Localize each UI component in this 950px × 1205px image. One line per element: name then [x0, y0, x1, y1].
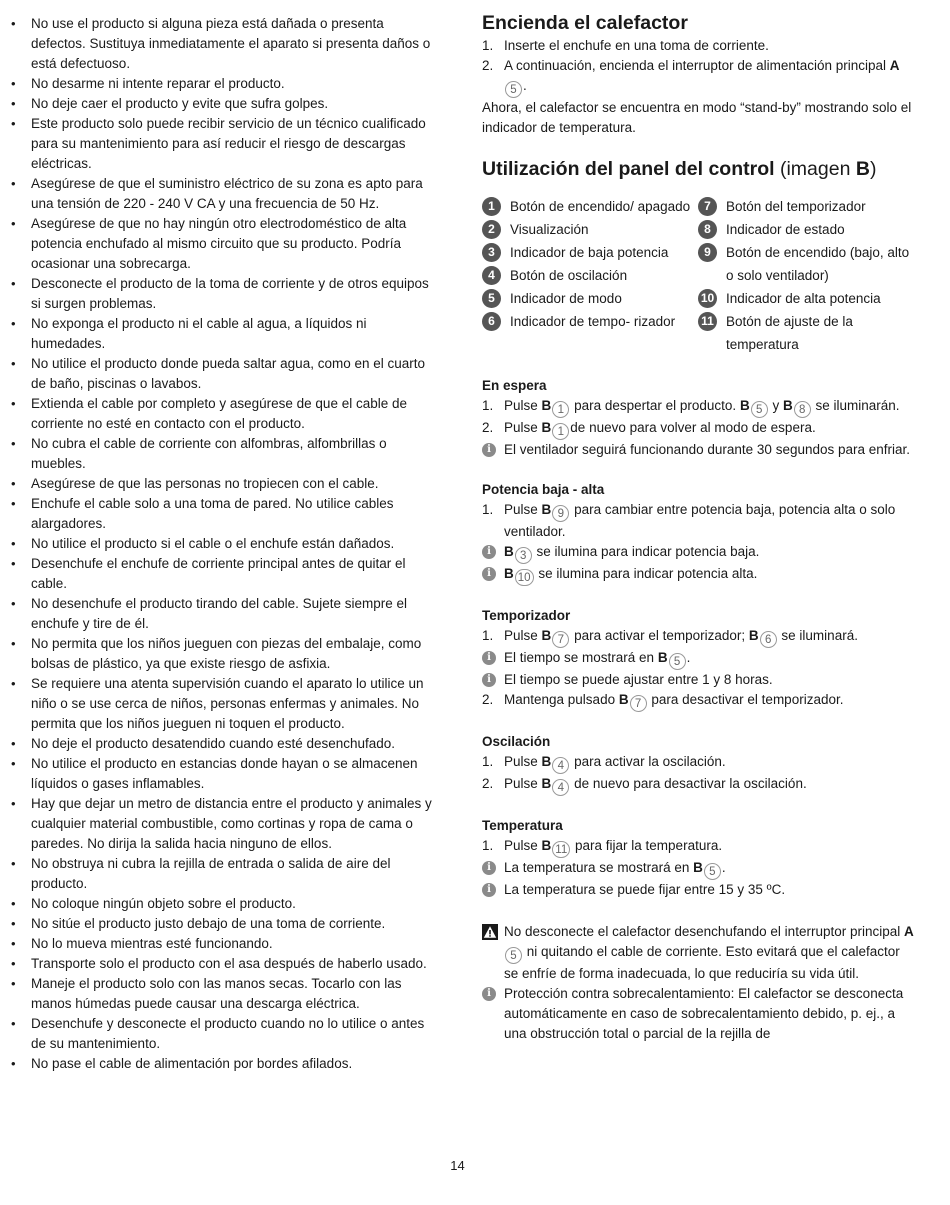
section-warnings [482, 922, 914, 1044]
section-oscilacion [482, 732, 914, 796]
ref-badge: 5 [669, 653, 686, 670]
info-icon: i [482, 651, 496, 665]
info-icon: i [482, 673, 496, 687]
subsection-title: Temporizador [482, 608, 571, 623]
ref-badge: 8 [794, 401, 811, 418]
ref-badge: 4 [552, 757, 569, 774]
safety-list [11, 14, 441, 1074]
potencia-note-2: i B 10 se ilumina para indicar potencia alta. [482, 564, 914, 586]
standby-paragraph: Ahora, el calefactor se encuentra en modo “stand-by” mostrando solo el indicador de temperatura. [482, 100, 912, 135]
ref-badge: 1 [552, 401, 569, 418]
subsection-title: Temperatura [482, 818, 563, 833]
safety-item: • No permita que los niños jueguen con piezas del embalaje, como bolsas de plástico, ya que existe riesgo de asfixia. [11, 634, 441, 674]
safety-item: • No coloque ningún objeto sobre el producto. [11, 894, 441, 914]
number-badge: 5 [482, 289, 501, 308]
legend-label: Botón de oscilación [510, 268, 628, 283]
ref-badge: 1 [552, 423, 569, 440]
legend-item [482, 310, 698, 333]
number-badge: 7 [698, 197, 717, 216]
safety-item: • No utilice el producto si el cable o el enchufe están dañados. [11, 534, 441, 554]
temperatura-note-1: i La temperatura se mostrará en B 5 . [482, 858, 914, 880]
number-badge: 8 [698, 220, 717, 239]
number-badge: 4 [482, 266, 501, 285]
safety-item: • No lo mueva mientras esté funcionando. [11, 934, 441, 954]
ref-badge: 5 [704, 863, 721, 880]
encienda-step-1: 1. Inserte el enchufe en una toma de corriente. [482, 38, 769, 53]
operation-column [482, 10, 914, 1044]
safety-item: • No deje caer el producto y evite que sufra golpes. [11, 94, 441, 114]
legend-label: Botón de encendido (bajo, alto o solo ventilador) [726, 245, 910, 283]
legend-label: Indicador de estado [726, 222, 845, 237]
legend-item [698, 241, 914, 287]
safety-item: • No deje el producto desatendido cuando esté desenchufado. [11, 734, 441, 754]
safety-item: • No desenchufe el producto tirando del cable. Sujete siempre el enchufe y tire de él. [11, 594, 441, 634]
legend-item [482, 218, 698, 241]
legend-item [698, 287, 914, 310]
safety-item: • Asegúrese de que el suministro eléctrico de su zona es apto para una tensión de 220 - 240 V CA y una frecuencia de 50 Hz. [11, 174, 441, 214]
temporizador-note-2: i El tiempo se puede ajustar entre 1 y 8 horas. [482, 670, 914, 690]
section-temporizador [482, 606, 914, 712]
number-badge: 2 [482, 220, 501, 239]
espera-step-2: 2. Pulse B 1 de nuevo para volver al modo de espera. [482, 420, 816, 438]
number-badge: 9 [698, 243, 717, 262]
oscilacion-step-2: 2. Pulse B 4 de nuevo para desactivar la oscilación. [482, 776, 807, 794]
espera-step-1: 1. Pulse B 1 para despertar el producto. B 5 y B 8 se iluminarán. [482, 398, 900, 416]
info-icon: i [482, 883, 496, 897]
section-potencia [482, 480, 914, 586]
oscilacion-step-1: 1. Pulse B 4 para activar la oscilación. [482, 754, 726, 772]
ref-badge: 6 [760, 631, 777, 648]
ref-badge: 5 [751, 401, 768, 418]
legend-item [698, 218, 914, 241]
safety-item: • Asegúrese de que las personas no tropiecen con el cable. [11, 474, 441, 494]
ref-badge: 4 [552, 779, 569, 796]
ref-badge: 3 [515, 547, 532, 564]
safety-item: • Extienda el cable por completo y asegúrese de que el cable de corriente no esté en contacto con el producto. [11, 394, 441, 434]
safety-item: • Desenchufe el enchufe de corriente principal antes de quitar el cable. [11, 554, 441, 594]
safety-item: • No use el producto si alguna pieza está dañada o presenta defectos. Sustituya inmediatamente el aparato si presenta daños o está defectuoso. [11, 14, 441, 74]
legend-label: Indicador de modo [510, 291, 622, 306]
temporizador-step-1: 1. Pulse B 7 para activar el temporizador; B 6 se iluminará. [482, 628, 858, 646]
subsection-title: En espera [482, 378, 547, 393]
safety-item: • No pase el cable de alimentación por bordes afilados. [11, 1054, 441, 1074]
encienda-step-2: 2. A continuación, encienda el interruptor de alimentación principal A5 . [482, 58, 900, 96]
safety-item: • No sitúe el producto justo debajo de una toma de corriente. [11, 914, 441, 934]
safety-item: • Desenchufe y desconecte el producto cuando no lo utilice o antes de su mantenimiento. [11, 1014, 441, 1054]
legend-label: Indicador de tempo- rizador [510, 314, 676, 329]
warning-note: No desconecte el calefactor desenchufando el interruptor principal A5 ni quitando el cable de corriente. Esto evitará que el calefactor se enfríe de forma inadecuada, lo que reduciría su vida útil. [482, 922, 914, 984]
section-temperatura [482, 816, 914, 900]
potencia-note-1: i B 3 se ilumina para indicar potencia baja. [482, 542, 914, 564]
safety-item: • Enchufe el cable solo a una toma de pared. No utilice cables alargadores. [11, 494, 441, 534]
legend-column-2 [698, 195, 914, 356]
safety-item: • No obstruya ni cubra la rejilla de entrada o salida de aire del producto. [11, 854, 441, 894]
legend-label: Indicador de baja potencia [510, 245, 669, 260]
subsection-title: Oscilación [482, 734, 551, 749]
safety-item: • Maneje el producto solo con las manos secas. Tocarlo con las manos húmedas puede causar una descarga eléctrica. [11, 974, 441, 1014]
legend-item [482, 241, 698, 264]
number-badge: 3 [482, 243, 501, 262]
ref-badge: 7 [630, 695, 647, 712]
safety-item: • Se requiere una atenta supervisión cuando el aparato lo utilice un niño o se use cerca de niños, personas enfermas y animales. No permita que los niños jueguen ni toquen el producto. [11, 674, 441, 734]
legend-label: Botón de ajuste de la temperatura [726, 314, 853, 352]
safety-item: • No cubra el cable de corriente con alfombras, alfombrillas o muebles. [11, 434, 441, 474]
safety-item: • Desconecte el producto de la toma de corriente y de otros equipos si surgen problemas. [11, 274, 441, 314]
temporizador-step-2: 2. Mantenga pulsado B 7 para desactivar el temporizador. [482, 692, 844, 710]
legend-item [698, 310, 914, 356]
warning-triangle-icon [482, 924, 498, 940]
legend-item [482, 264, 698, 287]
subsection-title: Potencia baja - alta [482, 482, 605, 497]
safety-instructions-column [11, 14, 441, 1074]
ref-badge: 9 [552, 505, 569, 522]
safety-item: • No utilice el producto donde pueda saltar agua, como en el cuarto de baño, piscinas o lavabos. [11, 354, 441, 394]
section-title-panel: Utilización del panel del control (imagen B) [482, 158, 877, 180]
legend-label: Botón del temporizador [726, 199, 866, 214]
legend-label: Botón de encendido/ apagado [510, 199, 691, 214]
safety-item: • No utilice el producto en estancias donde hayan o se almacenen líquidos o gases inflamables. [11, 754, 441, 794]
legend-item [482, 287, 698, 310]
temperatura-note-2: i La temperatura se puede fijar entre 15 y 35 ºC. [482, 880, 914, 900]
ref-badge: 5 [505, 947, 522, 964]
safety-item: • Este producto solo puede recibir servicio de un técnico cualificado para su mantenimiento para así reducir el riesgo de descargas eléctricas. [11, 114, 441, 174]
info-icon: i [482, 861, 496, 875]
safety-item: • Asegúrese de que no hay ningún otro electrodoméstico de alta potencia enchufado al mismo circuito que su producto. Podría ocasionar una sobrecarga. [11, 214, 441, 274]
info-icon: i [482, 987, 496, 1001]
temperatura-step-1: 1. Pulse B 11 para fijar la temperatura. [482, 838, 723, 856]
control-panel-legend [482, 195, 914, 356]
info-icon: i [482, 443, 496, 457]
ref-badge: 11 [552, 841, 570, 858]
temporizador-note-1: i El tiempo se mostrará en B 5 . [482, 648, 914, 670]
number-badge: 6 [482, 312, 501, 331]
number-badge: 1 [482, 197, 501, 216]
info-icon: i [482, 545, 496, 559]
overheat-protection-note: i Protección contra sobrecalentamiento: El calefactor se desconecta automáticamente en caso de sobrecalentamiento debido, p. ej., a una obstrucción total o parcial de la rejilla de [482, 984, 914, 1044]
safety-item: • No exponga el producto ni el cable al agua, a líquidos ni humedades. [11, 314, 441, 354]
section-title-encienda: Encienda el calefactor [482, 12, 688, 34]
safety-item: • Transporte solo el producto con el asa después de haberlo usado. [11, 954, 441, 974]
legend-item [482, 195, 698, 218]
legend-item [698, 195, 914, 218]
legend-label: Indicador de alta potencia [726, 291, 881, 306]
espera-note: i El ventilador seguirá funcionando durante 30 segundos para enfriar. [482, 440, 914, 460]
safety-item: • Hay que dejar un metro de distancia entre el producto y animales y cualquier material combustible, como cortinas y ropa de cama o paredes. No dirija la salida hacia ninguno de ellos. [11, 794, 441, 854]
potencia-step-1: 1. Pulse B 9 para cambiar entre potencia baja, potencia alta o solo ventilador. [482, 502, 896, 539]
number-badge: 11 [698, 312, 717, 331]
ref-badge: 7 [552, 631, 569, 648]
info-icon: i [482, 567, 496, 581]
legend-label: Visualización [510, 222, 589, 237]
page-number: 14 [450, 1158, 465, 1173]
safety-item: • No desarme ni intente reparar el producto. [11, 74, 441, 94]
ref-badge: 5 [505, 81, 522, 98]
number-badge: 10 [698, 289, 717, 308]
section-en-espera [482, 376, 914, 460]
ref-badge: 10 [515, 569, 534, 586]
legend-column-1 [482, 195, 698, 356]
